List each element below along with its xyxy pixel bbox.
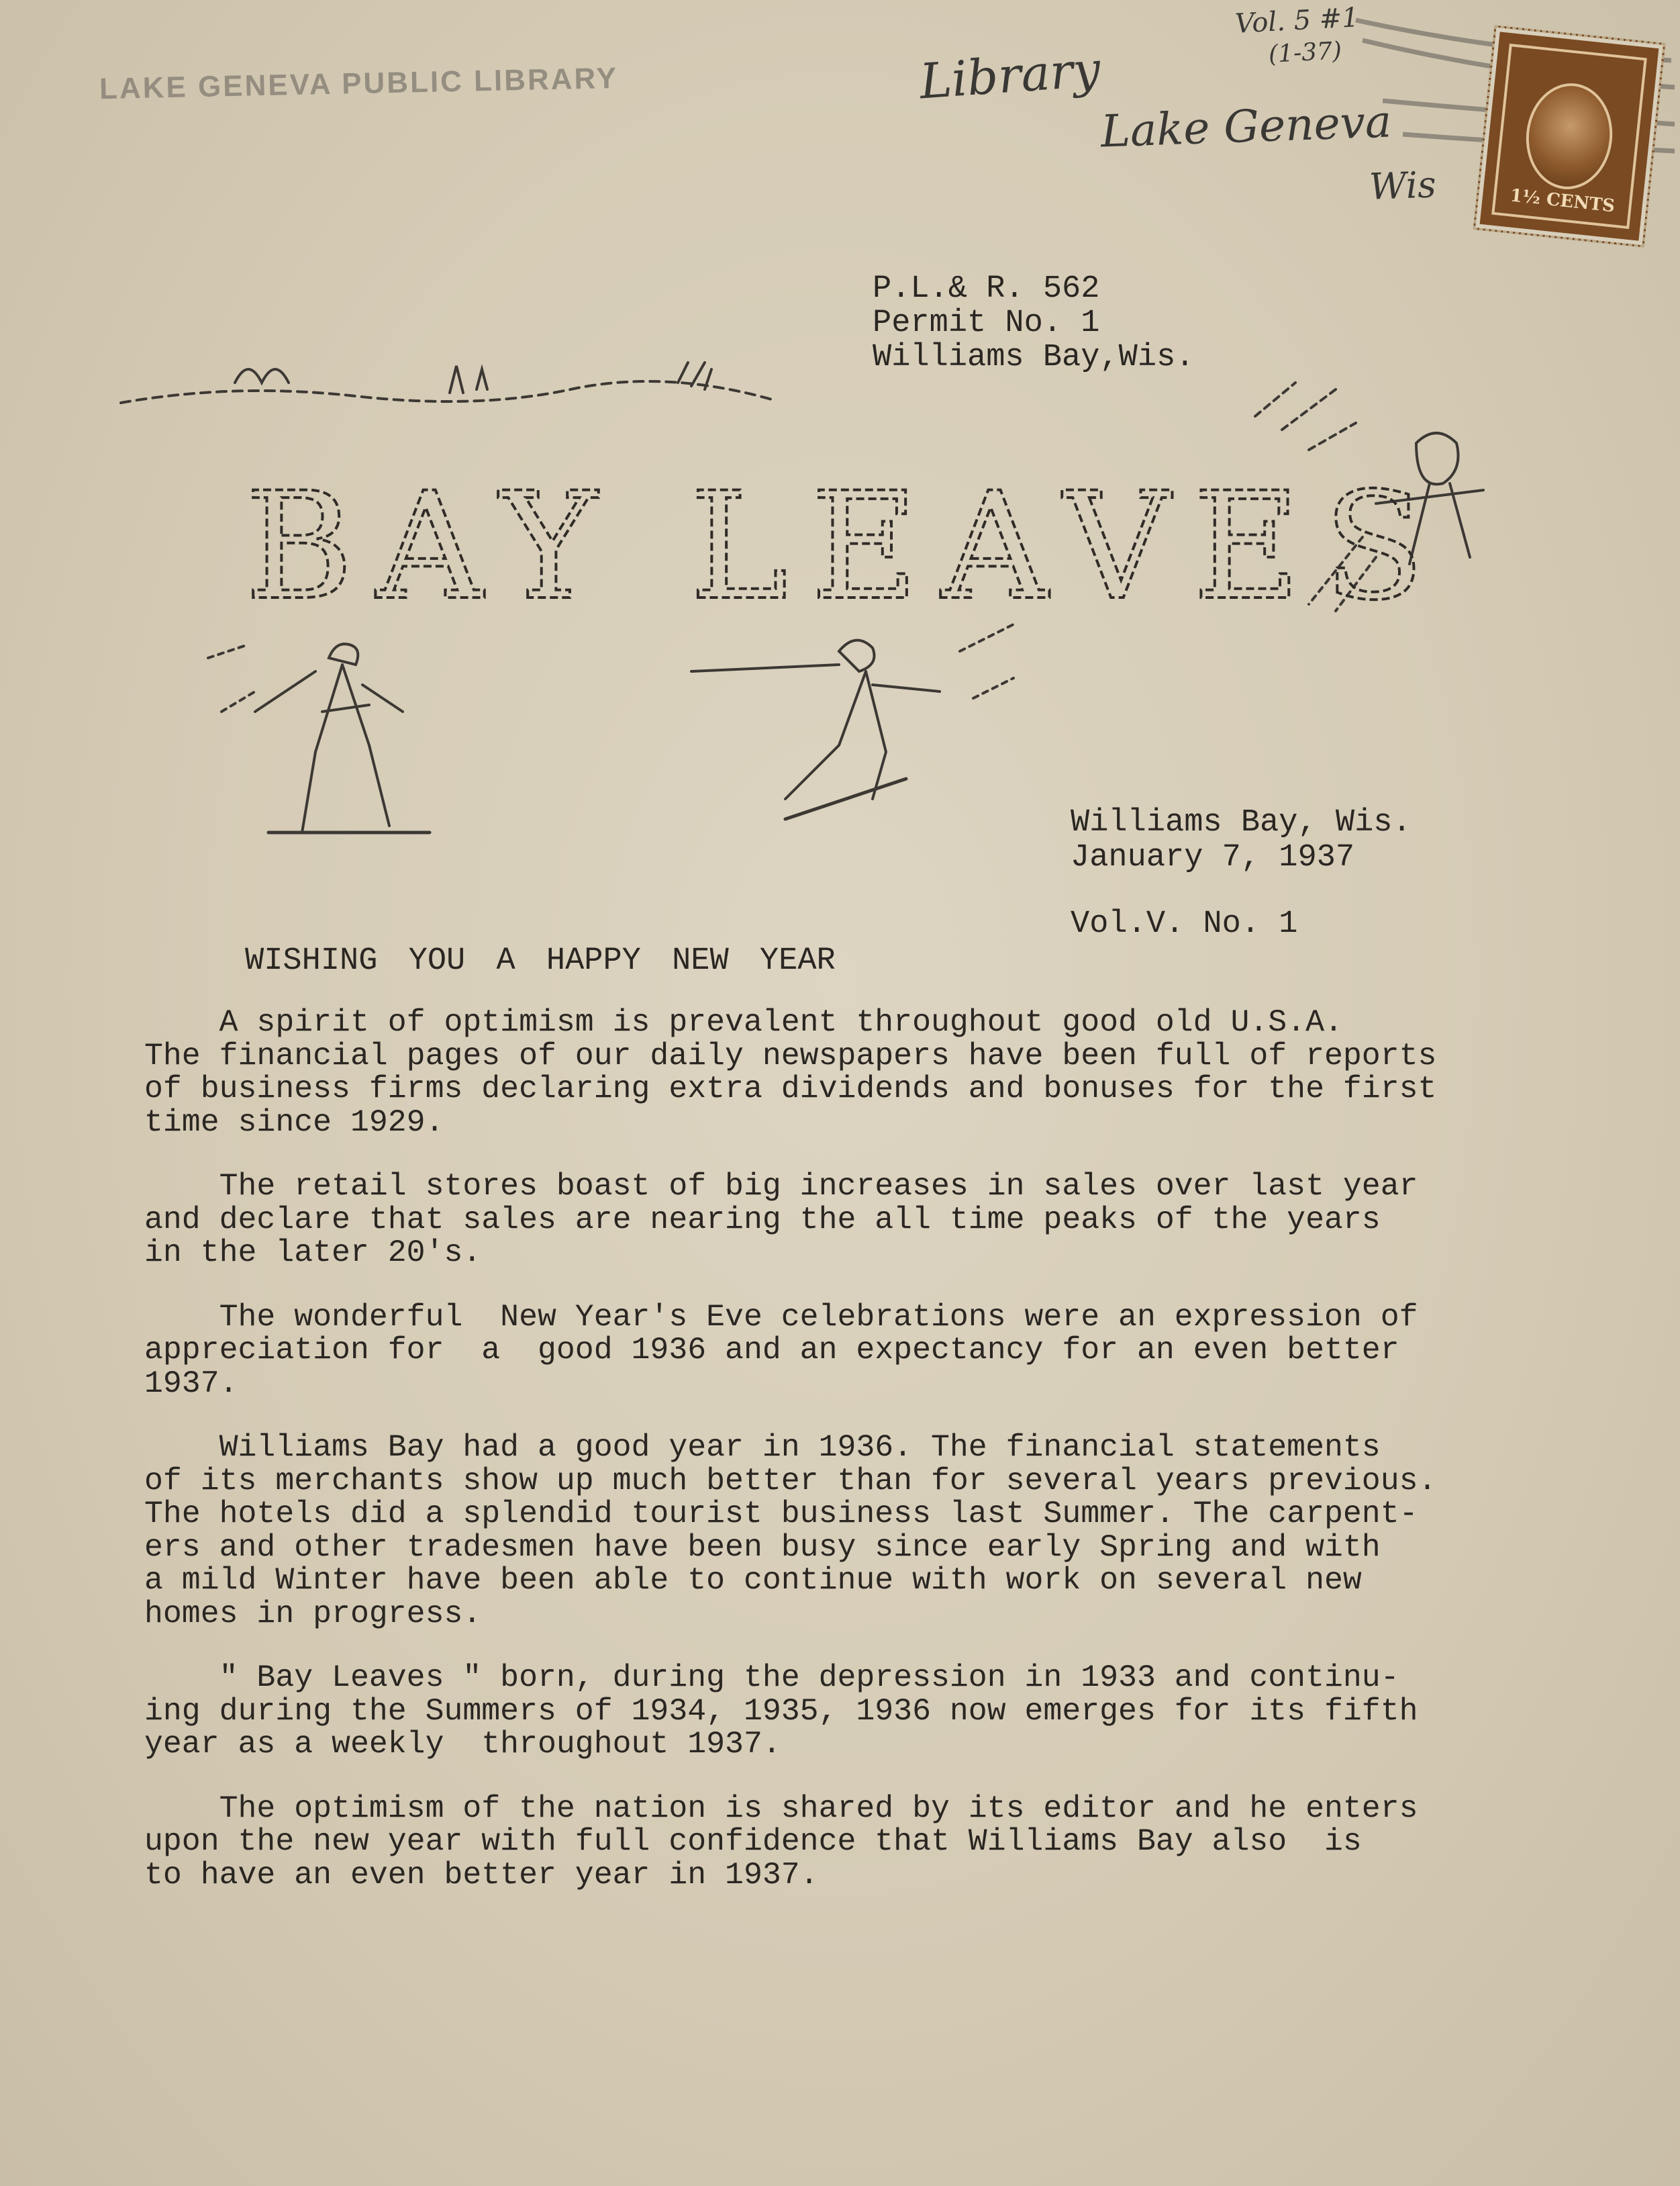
text-line: The hotels did a splendid tourist business last Summer. The carpent- [144,1496,1418,1531]
permit-line: P.L.& R. 562 [873,271,1100,307]
text-line: of its merchants show up much better than for several years previous. [144,1462,1437,1499]
text-line: a mild Winter have been able to continue with work on several new [144,1562,1362,1598]
article-headline: WISHING YOU A HAPPY NEW YEAR [245,943,836,979]
text-line: ing during the Summers of 1934, 1935, 1936 now emerges for its fifth [144,1693,1418,1729]
article-paragraph [144,1431,1661,1630]
text-line: The financial pages of our daily newspapers have been full of reports [144,1037,1437,1074]
text-line: The retail stores boast of big increases in sales over last year [144,1168,1418,1204]
postage-stamp [1473,25,1666,247]
article-paragraph [144,1170,1661,1270]
article-paragraph [144,1006,1661,1139]
text-line: The optimism of the nation is shared by its editor and he enters [144,1790,1418,1826]
dateline [1071,806,1412,875]
article-body [144,1006,1661,1922]
article-paragraph [144,1661,1661,1761]
masthead [101,336,1577,859]
text-line: appreciation for a good 1936 and an expectancy for an even better [144,1332,1399,1368]
text-line: " Bay Leaves " born, during the depression in 1933 and continu- [144,1660,1399,1695]
text-line: and declare that sales are nearing the all time peaks of the years [144,1201,1381,1237]
dateline-date: January 7, 1937 [1071,840,1355,875]
text-line: 1937. [144,1365,238,1401]
portrait-icon [1521,79,1618,194]
volume-number: Vol.V. No. 1 [1071,906,1298,942]
dateline-place: Williams Bay, Wis. [1071,805,1412,841]
text-line: time since 1929. [144,1104,444,1140]
text-line: in the later 20's. [144,1235,482,1270]
masthead-title: BAY LEAVES [245,461,1448,632]
handwritten-issues-note: (1-37) [1268,37,1342,68]
handwritten-address-city: Lake Geneva [1099,95,1393,158]
postage-stamp-portrait-icon [1491,44,1647,229]
permit-line: Williams Bay,Wis. [873,340,1195,375]
permit-line: Permit No. 1 [873,305,1100,341]
article-paragraph [144,1792,1661,1892]
library-stamp: LAKE GENEVA PUBLIC LIBRARY [99,61,619,106]
article-paragraph [144,1300,1661,1400]
text-line: upon the new year with full confidence that Williams Bay also is [144,1823,1362,1859]
text-line: homes in progress. [144,1595,482,1631]
postage-denomination: 1½ CENTS [1509,185,1616,217]
text-line: Williams Bay had a good year in 1936. The financial statements [144,1429,1381,1465]
handwritten-volume-note: Vol. 5 #1 [1234,2,1360,40]
text-line: to have an even better year in 1937. [144,1856,819,1893]
text-line: The wonderful New Year's Eve celebrations were an expression of [144,1298,1418,1335]
handwritten-address-state: Wis [1368,163,1437,208]
text-line: A spirit of optimism is prevalent throughout good old U.S.A. [144,1004,1343,1040]
handwritten-address-library: Library [918,40,1102,110]
text-line: year as a weekly throughout 1937. [144,1726,781,1762]
text-line: ers and other tradesmen have been busy since early Spring and with [144,1529,1381,1565]
text-line: of business firms declaring extra dividends and bonuses for the first [144,1071,1437,1106]
